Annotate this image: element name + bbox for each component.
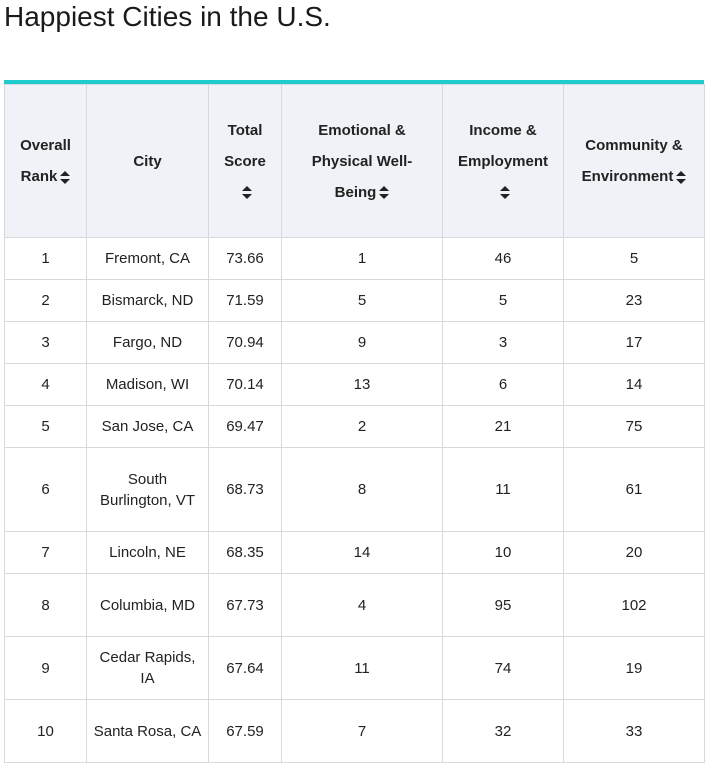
cell-rank: 10: [5, 700, 87, 763]
cell-emotional: 5: [282, 280, 443, 322]
cell-city: Fargo, ND: [87, 322, 209, 364]
column-header-line: Environment: [581, 168, 674, 185]
cell-rank: 8: [5, 574, 87, 637]
cell-income: 11: [443, 448, 564, 532]
cell-rank: 5: [5, 406, 87, 448]
sort-icon[interactable]: [500, 186, 510, 199]
rankings-table: [4, 84, 705, 763]
column-header-line: Income &: [469, 121, 537, 139]
cell-community: 102: [564, 574, 705, 637]
rankings-table-container: [4, 80, 704, 763]
cell-rank: 1: [5, 238, 87, 280]
cell-city: San Jose, CA: [87, 406, 209, 448]
cell-community: 33: [564, 700, 705, 763]
cell-income: 10: [443, 532, 564, 574]
cell-score: 68.35: [209, 532, 282, 574]
cell-income: 3: [443, 322, 564, 364]
cell-score: 69.47: [209, 406, 282, 448]
table-row: [5, 574, 705, 637]
cell-rank: 6: [5, 448, 87, 532]
cell-city: South Burlington, VT: [87, 448, 209, 532]
page-title: Happiest Cities in the U.S.: [4, 1, 331, 32]
cell-community: 19: [564, 637, 705, 700]
sort-icon[interactable]: [242, 186, 252, 199]
cell-income: 5: [443, 280, 564, 322]
sort-icon[interactable]: [676, 171, 686, 184]
sort-icon[interactable]: [379, 186, 389, 199]
cell-income: 32: [443, 700, 564, 763]
cell-score: 73.66: [209, 238, 282, 280]
cell-city: Santa Rosa, CA: [87, 700, 209, 763]
table-row: [5, 700, 705, 763]
cell-city: Cedar Rapids, IA: [87, 637, 209, 700]
cell-city: Lincoln, NE: [87, 532, 209, 574]
cell-community: 20: [564, 532, 705, 574]
column-header-line: Community &: [585, 137, 683, 154]
cell-income: 74: [443, 637, 564, 700]
cell-city: Columbia, MD: [87, 574, 209, 637]
table-row: [5, 448, 705, 532]
cell-community: 23: [564, 280, 705, 322]
column-header-line: Employment: [457, 152, 548, 170]
table-row: [5, 637, 705, 700]
cell-city: Fremont, CA: [87, 238, 209, 280]
cell-emotional: 13: [282, 364, 443, 406]
cell-community: 14: [564, 364, 705, 406]
cell-income: 6: [443, 364, 564, 406]
table-row: [5, 364, 705, 406]
cell-community: 61: [564, 448, 705, 532]
column-header-line: Being: [334, 183, 377, 201]
cell-emotional: 2: [282, 406, 443, 448]
cell-income: 46: [443, 238, 564, 280]
column-header-emotional-physical[interactable]: [282, 85, 443, 238]
cell-community: 75: [564, 406, 705, 448]
cell-emotional: 4: [282, 574, 443, 637]
column-header-line: Rank: [20, 168, 58, 185]
table-row: [5, 322, 705, 364]
cell-emotional: 11: [282, 637, 443, 700]
table-row: [5, 280, 705, 322]
column-header-community-environment[interactable]: [564, 85, 705, 238]
cell-score: 71.59: [209, 280, 282, 322]
cell-city: Bismarck, ND: [87, 280, 209, 322]
cell-emotional: 8: [282, 448, 443, 532]
cell-rank: 7: [5, 532, 87, 574]
cell-city: Madison, WI: [87, 364, 209, 406]
table-row: [5, 238, 705, 280]
cell-score: 70.94: [209, 322, 282, 364]
cell-emotional: 1: [282, 238, 443, 280]
cell-emotional: 7: [282, 700, 443, 763]
cell-score: 67.64: [209, 637, 282, 700]
sort-icon[interactable]: [60, 171, 70, 184]
cell-score: 67.73: [209, 574, 282, 637]
column-header-line: Score: [224, 152, 266, 170]
cell-rank: 2: [5, 280, 87, 322]
column-header-line: Physical Well-: [311, 152, 413, 170]
column-header-overall-rank[interactable]: [5, 85, 87, 238]
column-header-line: Total: [227, 121, 263, 139]
cell-emotional: 9: [282, 322, 443, 364]
column-header-income-employment[interactable]: [443, 85, 564, 238]
column-header-city: [87, 85, 209, 238]
cell-income: 95: [443, 574, 564, 637]
cell-score: 70.14: [209, 364, 282, 406]
cell-income: 21: [443, 406, 564, 448]
table-row: [5, 532, 705, 574]
cell-score: 68.73: [209, 448, 282, 532]
cell-rank: 3: [5, 322, 87, 364]
cell-rank: 9: [5, 637, 87, 700]
column-header-line: Overall: [20, 137, 71, 154]
cell-rank: 4: [5, 364, 87, 406]
cell-emotional: 14: [282, 532, 443, 574]
cell-community: 5: [564, 238, 705, 280]
column-header-line: Emotional &: [318, 121, 406, 139]
table-row: [5, 406, 705, 448]
column-header-total-score[interactable]: [209, 85, 282, 238]
table-header-row: [5, 85, 705, 238]
column-header-line: City: [133, 152, 162, 170]
cell-score: 67.59: [209, 700, 282, 763]
cell-community: 17: [564, 322, 705, 364]
